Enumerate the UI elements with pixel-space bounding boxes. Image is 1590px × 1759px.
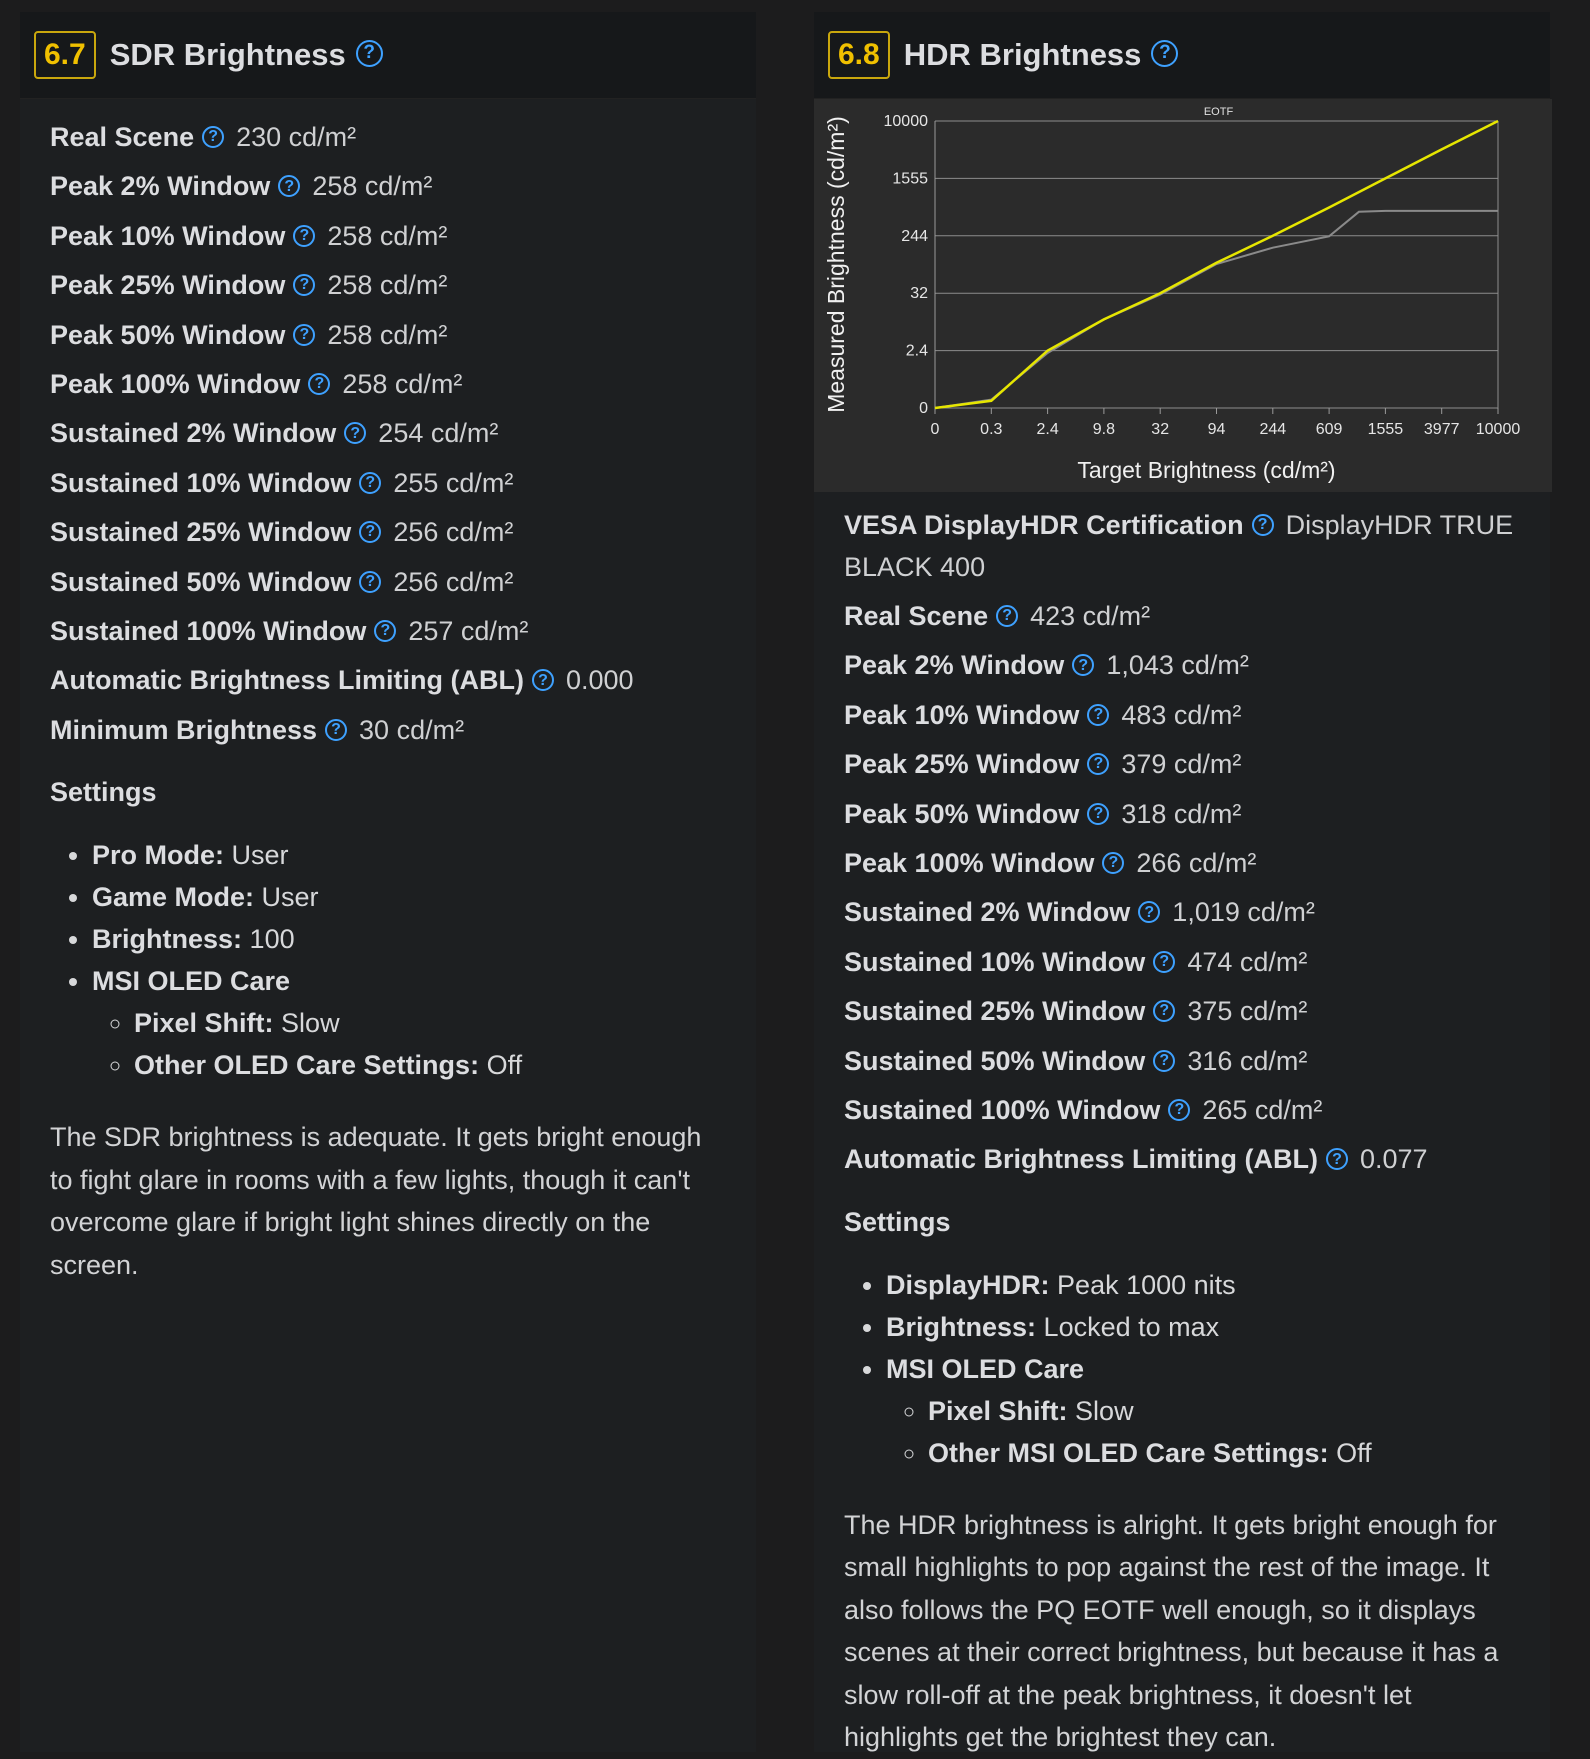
certification-row	[844, 504, 1520, 588]
metric-value: 266 cd/m²	[1136, 848, 1257, 879]
metric-label: Peak 25% Window	[844, 749, 1080, 780]
metric-value: 258 cd/m²	[327, 270, 448, 301]
y-tick-label: 32	[910, 285, 928, 303]
setting-value: Off	[486, 1050, 523, 1081]
metric-row	[50, 162, 726, 211]
help-icon[interactable]: ?	[1087, 753, 1109, 775]
metric-label: Sustained 100% Window	[50, 616, 367, 647]
y-tick-label: 2.4	[905, 342, 928, 360]
help-icon[interactable]: ?	[293, 225, 315, 247]
summary-paragraph: The HDR brightness is alright. It gets bright enough for small highlights to pop against the rest of the image. It also follows the PQ EOTF well enough, so it displays scenes at their correct brightness, but because it has a slow roll-off at the peak brightness, it doesn't let highlights get the brightest they can.	[844, 1509, 1499, 1753]
setting-value: Off	[1336, 1437, 1372, 1468]
y-axis-label: Measured Brightness (cd/m²)	[823, 116, 849, 413]
metric-row	[844, 987, 1520, 1036]
metric-label: Sustained 10% Window	[844, 946, 1146, 977]
setting-label: Pro Mode:	[92, 840, 224, 871]
setting-label: Pixel Shift:	[134, 1008, 274, 1039]
y-tick-label: 244	[901, 227, 928, 245]
metric-row	[50, 360, 726, 409]
help-icon[interactable]: ?	[359, 521, 381, 543]
help-icon[interactable]: ?	[532, 669, 554, 691]
metric-label: Sustained 2% Window	[844, 897, 1131, 928]
metric-label: Sustained 100% Window	[844, 1095, 1161, 1126]
setting-value: User	[261, 882, 319, 913]
settings-item-oled-care	[92, 960, 726, 1086]
x-tick-label: 9.8	[1092, 421, 1116, 438]
setting-value: User	[231, 840, 289, 871]
setting-label: Brightness:	[886, 1311, 1037, 1342]
help-icon[interactable]: ?	[1151, 40, 1178, 67]
x-tick-label: 0.3	[980, 421, 1003, 438]
help-icon[interactable]: ?	[1326, 1148, 1348, 1170]
help-icon[interactable]: ?	[1138, 901, 1160, 923]
metric-row	[844, 691, 1520, 740]
metric-label: Automatic Brightness Limiting (ABL)	[844, 1144, 1318, 1175]
setting-label: DisplayHDR:	[886, 1269, 1050, 1300]
sdr-score-badge: 6.7	[34, 31, 96, 79]
help-icon[interactable]: ?	[293, 324, 315, 346]
settings-item	[92, 918, 726, 960]
metric-row	[844, 1086, 1520, 1135]
sdr-brightness-panel	[20, 12, 756, 1752]
metric-label: Real Scene	[50, 122, 195, 152]
help-icon[interactable]: ?	[1087, 803, 1109, 825]
metric-value: 1,019 cd/m²	[1172, 897, 1315, 928]
setting-value: Peak 1000 nits	[1057, 1269, 1236, 1300]
metric-value: 257 cd/m²	[408, 616, 529, 647]
x-tick-label: 94	[1207, 421, 1226, 438]
x-tick-label: 244	[1259, 421, 1287, 438]
metric-row	[50, 607, 726, 656]
x-tick-label: 10000	[1475, 421, 1521, 438]
metric-row	[844, 938, 1520, 987]
metric-row	[50, 656, 726, 705]
hdr-body	[814, 492, 1550, 1759]
metric-label: Sustained 10% Window	[50, 467, 352, 498]
metric-row	[50, 706, 726, 755]
certification-label: VESA DisplayHDR Certification	[844, 510, 1244, 540]
settings-item	[92, 834, 726, 876]
metric-value: 258 cd/m²	[312, 171, 433, 202]
oled-care-item	[928, 1390, 1520, 1432]
settings-item-oled-care	[886, 1348, 1520, 1474]
metric-label: Sustained 2% Window	[50, 418, 337, 449]
metric-value: 318 cd/m²	[1121, 798, 1242, 829]
metric-row	[50, 113, 726, 162]
metric-value: 255 cd/m²	[393, 467, 514, 498]
metric-row	[50, 261, 726, 310]
help-icon[interactable]: ?	[1168, 1099, 1190, 1121]
metric-label: Peak 2% Window	[50, 171, 271, 202]
metric-label: Sustained 50% Window	[50, 566, 352, 597]
metric-label: Real Scene	[844, 601, 989, 631]
sdr-body	[20, 99, 756, 1286]
setting-label: MSI OLED Care	[886, 1353, 1085, 1384]
help-icon[interactable]: ?	[1153, 1000, 1175, 1022]
metric-row	[844, 740, 1520, 789]
settings-list	[844, 1264, 1520, 1474]
setting-label: MSI OLED Care	[92, 966, 291, 997]
metric-label: Peak 25% Window	[50, 270, 286, 301]
x-axis-label: Target Brightness (cd/m²)	[1077, 457, 1336, 483]
settings-list	[50, 834, 726, 1086]
help-icon[interactable]: ?	[1153, 1050, 1175, 1072]
certification-value: DisplayHDR TRUE BLACK 400	[844, 510, 1514, 582]
metric-row	[50, 508, 726, 557]
metric-value: 265 cd/m²	[1202, 1095, 1323, 1126]
metric-row	[844, 592, 1520, 641]
sdr-header	[20, 12, 756, 99]
eotf-chart	[814, 99, 1552, 492]
metric-value: 0.000	[566, 665, 634, 696]
settings-item	[886, 1306, 1520, 1348]
metric-row	[844, 1135, 1520, 1184]
help-icon[interactable]: ?	[996, 605, 1018, 627]
metric-label: Sustained 25% Window	[50, 517, 352, 548]
metric-label: Sustained 50% Window	[844, 1045, 1146, 1076]
metric-value: 256 cd/m²	[393, 517, 514, 548]
settings-item	[886, 1264, 1520, 1306]
setting-label: Pixel Shift:	[928, 1395, 1068, 1426]
metric-label: Peak 100% Window	[844, 848, 1095, 879]
eotf-chart-svg	[814, 99, 1552, 492]
metric-row	[50, 311, 726, 360]
x-tick-label: 1555	[1367, 421, 1404, 438]
help-icon[interactable]: ?	[1072, 654, 1094, 676]
help-icon[interactable]: ?	[356, 40, 383, 67]
help-icon[interactable]: ?	[359, 571, 381, 593]
metric-label: Peak 10% Window	[50, 220, 286, 251]
summary-paragraph: The SDR brightness is adequate. It gets bright enough to fight glare in rooms with a few lights, though it can't overcome glare if bright light shines directly on the screen.	[50, 1122, 702, 1280]
oled-care-item	[134, 1044, 726, 1086]
setting-label: Other OLED Care Settings:	[134, 1050, 480, 1081]
hdr-score-badge: 6.8	[828, 31, 890, 79]
metric-value: 230 cd/m²	[236, 122, 357, 152]
metric-row	[50, 212, 726, 261]
metric-row	[50, 409, 726, 458]
metric-label: Minimum Brightness	[50, 714, 318, 745]
help-icon[interactable]: ?	[1102, 852, 1124, 874]
setting-value: Slow	[281, 1008, 340, 1039]
metric-value: 1,043 cd/m²	[1106, 650, 1249, 681]
metric-value: 316 cd/m²	[1187, 1045, 1308, 1076]
help-icon[interactable]: ?	[344, 422, 366, 444]
oled-care-list	[886, 1390, 1520, 1474]
metric-value: 375 cd/m²	[1187, 996, 1308, 1027]
metric-label: Peak 50% Window	[844, 798, 1080, 829]
metric-value: 0.077	[1360, 1144, 1428, 1175]
metric-label: Peak 100% Window	[50, 369, 301, 400]
metric-value: 258 cd/m²	[327, 319, 448, 350]
oled-care-item	[928, 1432, 1520, 1474]
metric-value: 254 cd/m²	[378, 418, 499, 449]
help-icon[interactable]: ?	[1153, 951, 1175, 973]
metric-row	[50, 558, 726, 607]
metric-value: 483 cd/m²	[1121, 699, 1242, 730]
help-icon[interactable]: ?	[278, 175, 300, 197]
metric-label: Peak 50% Window	[50, 319, 286, 350]
setting-label: Other MSI OLED Care Settings:	[928, 1437, 1329, 1468]
oled-care-list	[92, 1002, 726, 1086]
metric-row	[844, 888, 1520, 937]
y-tick-label: 10000	[883, 113, 928, 130]
metric-label: Automatic Brightness Limiting (ABL)	[50, 665, 524, 696]
metric-row	[844, 790, 1520, 839]
hdr-title: HDR Brightness	[903, 37, 1142, 72]
help-icon[interactable]: ?	[359, 472, 381, 494]
settings-heading: Settings	[844, 1206, 951, 1237]
x-tick-label: 3977	[1423, 421, 1460, 438]
y-tick-label: 0	[919, 400, 928, 417]
metric-row	[844, 1037, 1520, 1086]
x-tick-label: 609	[1315, 421, 1343, 438]
metric-row	[844, 839, 1520, 888]
oled-care-item	[134, 1002, 726, 1044]
metric-value: 256 cd/m²	[393, 566, 514, 597]
setting-value: Locked to max	[1043, 1311, 1220, 1342]
x-tick-label: 32	[1151, 421, 1170, 438]
x-tick-label: 0	[930, 421, 940, 438]
help-icon[interactable]: ?	[1252, 514, 1274, 536]
metric-value: 258 cd/m²	[342, 369, 463, 400]
setting-label: Brightness:	[92, 924, 243, 955]
help-icon[interactable]: ?	[374, 620, 396, 642]
sdr-title: SDR Brightness	[109, 37, 346, 72]
metric-value: 30 cd/m²	[359, 714, 465, 745]
y-tick-label: 1555	[892, 170, 928, 188]
help-icon[interactable]: ?	[325, 719, 347, 741]
hdr-header	[814, 12, 1550, 99]
help-icon[interactable]: ?	[202, 126, 224, 148]
hdr-brightness-panel	[814, 12, 1550, 1752]
metric-row	[50, 459, 726, 508]
metric-label: Peak 10% Window	[844, 699, 1080, 730]
chart-title: EOTF	[1203, 106, 1234, 118]
metric-row	[844, 641, 1520, 690]
x-tick-label: 2.4	[1036, 421, 1059, 438]
help-icon[interactable]: ?	[1087, 704, 1109, 726]
metric-value: 258 cd/m²	[327, 220, 448, 251]
help-icon[interactable]: ?	[308, 373, 330, 395]
setting-label: Game Mode:	[92, 882, 255, 913]
setting-value: Slow	[1075, 1395, 1134, 1426]
metric-value: 474 cd/m²	[1187, 946, 1308, 977]
metric-value: 423 cd/m²	[1030, 601, 1151, 631]
metric-label: Peak 2% Window	[844, 650, 1065, 681]
setting-value: 100	[249, 924, 295, 955]
metric-label: Sustained 25% Window	[844, 996, 1146, 1027]
settings-item	[92, 876, 726, 918]
help-icon[interactable]: ?	[293, 274, 315, 296]
settings-heading: Settings	[50, 777, 157, 808]
metric-value: 379 cd/m²	[1121, 749, 1242, 780]
